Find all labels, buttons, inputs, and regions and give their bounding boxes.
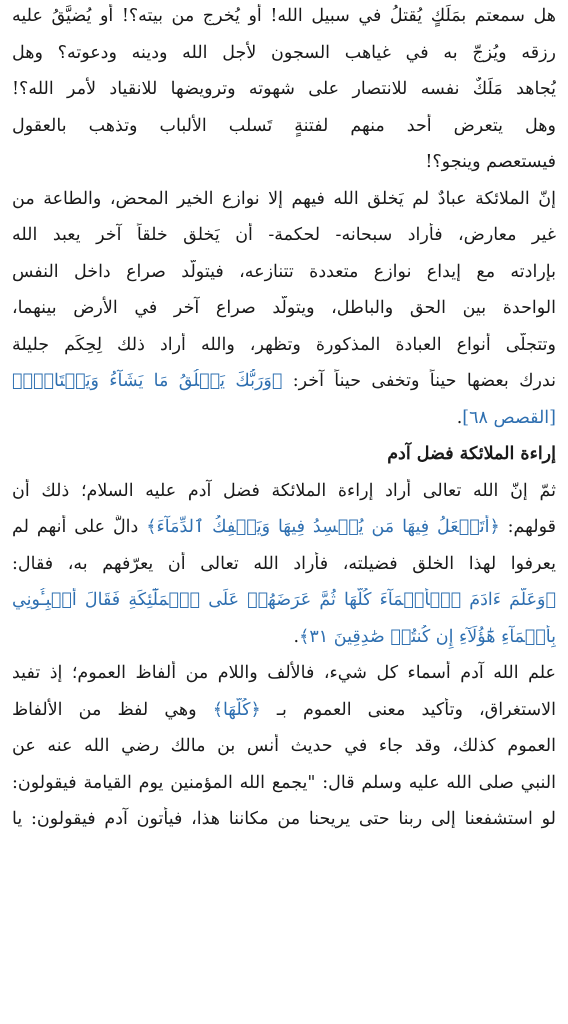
text-line <box>12 369 556 393</box>
text-line <box>12 296 556 320</box>
text-line <box>12 515 556 539</box>
quran-quote: ﴿وَعَلَّمَ ءَادَمَ ٱلۡأَسۡمَآءَ كُلَّهَا ثُمَّ عَرَضَهُمۡ عَلَى ٱلۡمَلَٰٓئِكَةِ فَقَالَ أَنۢبِـُٔونِي <box>12 590 556 610</box>
body-text: قولهم: <box>499 517 556 537</box>
body-text: وتتجلّى أنواع العبادة المذكورة وتظهر، والله أراد ذلك لِحِكَم جليلة <box>12 334 556 355</box>
text-line <box>12 661 556 685</box>
body-text: النبي صلى الله عليه وسلم قال: "يجمع الله المؤمنين يوم القيامة فيقولون: <box>12 772 556 793</box>
text-line <box>12 114 556 138</box>
quran-quote: [القصص ٦٨] <box>462 407 556 428</box>
text-line <box>12 625 556 649</box>
body-text: . <box>293 626 300 647</box>
text-line <box>12 406 556 430</box>
text-line <box>12 807 556 831</box>
body-text: بإرادته مع إيداع نوازع متعددة تتنازعه، فيتولّد صراع داخل النفس <box>12 261 556 282</box>
text-line <box>12 260 556 284</box>
quran-quote: ﴿كُلَّهَا﴾ <box>212 699 261 720</box>
body-text: غير معارض، فأراد سبحانه- لحكمة- أن يَخلق خلقاً آخر يعبد الله <box>12 225 556 245</box>
body-text: يعرفوا لهذا الخلق فضيلته، فأراد الله تعالى أن يعرّفهم به، فقال: <box>12 553 556 574</box>
body-text: العموم كذلك، وقد جاء في حديث أنس بن مالك رضي الله عنه عن <box>12 736 556 756</box>
body-text: دالٌّ على أنهم لم <box>12 517 147 537</box>
body-text: علم الله آدم أسماء كل شيء، فالألف واللام من ألفاظ العموم؛ إذ تفيد <box>12 663 556 683</box>
text-line <box>12 734 556 758</box>
text-line <box>12 588 556 612</box>
body-text: رزقه ويُزجّ به في غياهب السجون لأجل الله ودينه ودعوته؟ وهل <box>12 42 556 63</box>
text-line <box>12 771 556 795</box>
body-text: إنّ الملائكة عبادٌ لم يَخلق الله فيهم إلا نوازع الخير المحض، والطاعة من <box>12 188 556 209</box>
body-text: الواحدة بين الحق والباطل، ويتولّد صراع آخر في الأرض بينهما، <box>12 298 556 318</box>
text-line <box>12 479 556 503</box>
heading-text: إراءة الملائكة فضل آدم <box>387 444 556 464</box>
body-text: لو استشفعنا إلى ربنا حتى يريحنا من مكاننا هذا، فيأتون آدم فيقولون: يا <box>12 809 556 829</box>
section-heading <box>12 442 556 466</box>
body-text: ثمّ إنّ الله تعالى أراد إراءة الملائكة فضل آدم عليه السلام؛ ذلك أن <box>12 480 556 501</box>
quran-quote: ﴿أَتَجۡعَلُ فِيهَا مَن يُفۡسِدُ فِيهَا وَيَسۡفِكُ ٱلدِّمَآءَ﴾ <box>146 517 500 537</box>
body-text: . <box>456 407 463 428</box>
text-line <box>12 333 556 357</box>
text-line <box>12 41 556 65</box>
body-text: يُجاهد مَلَكٌ نفسه للانتصار على شهوته وترويضها للانقياد لأمر الله؟! <box>12 79 556 99</box>
text-line <box>12 223 556 247</box>
body-text: ندرك بعضها حيناً وتخفى حيناً آخر: <box>282 371 556 391</box>
text-line <box>12 698 556 722</box>
text-line <box>12 4 556 28</box>
text-line <box>12 150 556 174</box>
quran-quote: بِأَسۡمَآءِ هَٰٓؤُلَآءِ إِن كُنتُمۡ صَٰدِقِينَ ٣١﴾ <box>299 626 556 647</box>
text-line <box>12 77 556 101</box>
body-text: وهي لفظ من الألفاظ <box>12 699 213 720</box>
body-text: هل سمعتم بمَلَكٍ يُقتلُ في سبيل الله! أو يُخرج من بيته؟! أو يُضيَّقُ عليه <box>12 6 556 26</box>
body-text: الاستغراق، وتأكيد معنى العموم بـ <box>260 699 556 720</box>
text-line <box>12 187 556 211</box>
quran-quote: ﴿وَرَبُّكَ يَخۡلُقُ مَا يَشَآءُ وَيَخۡتَارُۗ﴾ <box>12 371 283 391</box>
text-line <box>12 552 556 576</box>
body-text: وهل يتعرض أحد منهم لفتنةٍ تَسلب الألباب وتذهب بالعقول <box>12 115 556 136</box>
body-text: فيستعصم وينجو؟! <box>425 152 556 172</box>
